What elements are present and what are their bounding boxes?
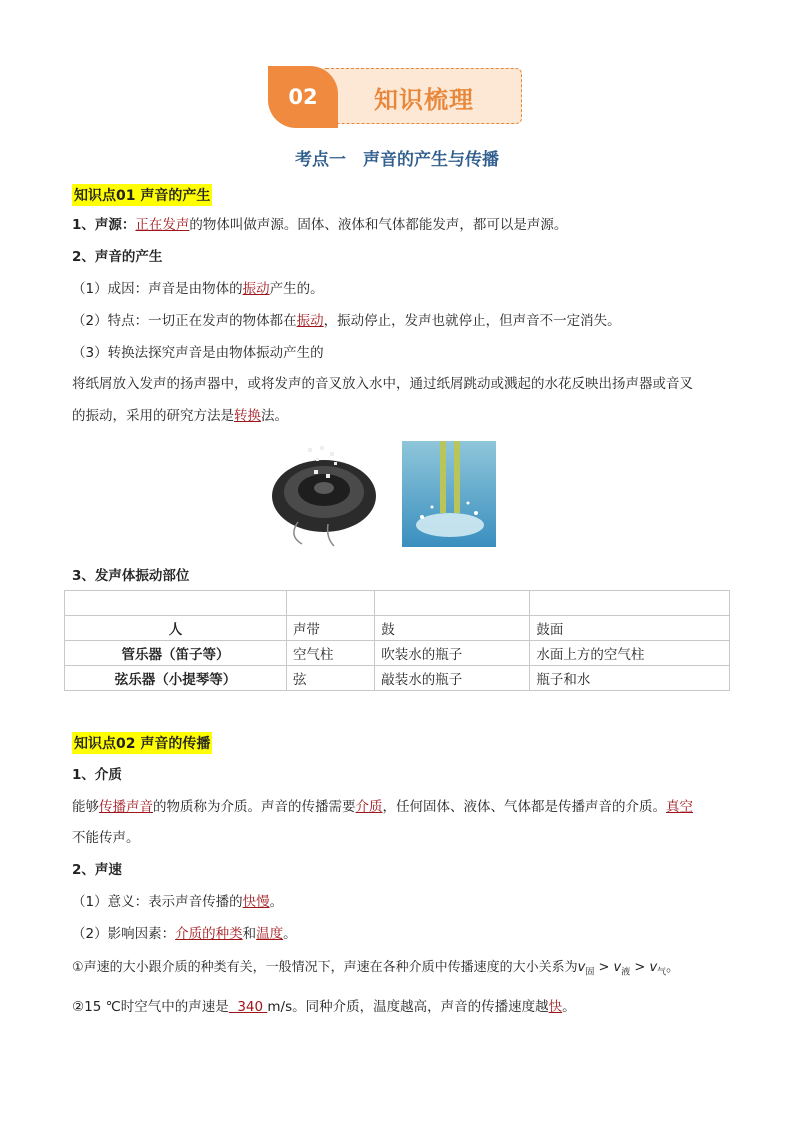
text: （1）意义：表示声音传播的 xyxy=(72,894,243,910)
table-cell: 敲装水的瓶子 xyxy=(375,666,530,691)
underlined-term: 介质 xyxy=(355,799,383,815)
underlined-term: 振动 xyxy=(242,281,270,297)
section-banner xyxy=(268,66,526,128)
underlined-term: 振动 xyxy=(296,313,324,329)
table-cell xyxy=(375,591,530,616)
label: 1、声源： xyxy=(72,217,136,233)
medium-desc-2: 不能传声。 xyxy=(72,830,140,846)
text: 的物质称为介质。声音的传播需要 xyxy=(153,799,356,815)
subscript: 液 xyxy=(621,967,631,978)
feature-line xyxy=(72,311,621,331)
topic-heading: 考点一 声音的产生与传播 xyxy=(295,150,499,170)
banner-number: 02 xyxy=(268,66,338,128)
speed-meaning xyxy=(72,892,283,912)
table-cell: 弦乐器（小提琴等） xyxy=(65,666,287,691)
underlined-term: 快慢 xyxy=(242,894,270,910)
method-line: （3）转换法探究声音是由物体振动产生的 xyxy=(72,345,324,361)
vibration-parts-title: 3、发声体振动部位 xyxy=(72,568,190,584)
table-cell: 声带 xyxy=(286,616,374,641)
method-desc-1: 将纸屑放入发声的扬声器中，或将发声的音叉放入水中，通过纸屑跳动或溅起的水花反映出扬声器或音叉 xyxy=(72,376,693,392)
speed-value xyxy=(72,997,576,1017)
table-row xyxy=(65,591,730,616)
text: 能够 xyxy=(72,799,99,815)
cause-line xyxy=(72,279,324,299)
text: 的物体叫做声源。固体、液体和气体都能发声，都可以是声源。 xyxy=(189,217,568,233)
subscript: 固 xyxy=(585,967,595,978)
text: （2）特点：一切正在发声的物体都在 xyxy=(72,313,297,329)
text: ，任何固体、液体、气体都是传播声音的介质。 xyxy=(382,799,666,815)
table-cell: 弦 xyxy=(286,666,374,691)
subscript: 气 xyxy=(657,967,667,978)
table-cell: 管乐器（笛子等） xyxy=(65,641,287,666)
text: 产生的。 xyxy=(269,281,324,297)
method-desc-2 xyxy=(72,406,288,426)
text: ②15 ℃时空气中的声速是 xyxy=(72,999,229,1015)
banner-title: 知识梳理 xyxy=(374,86,474,114)
symbol: v xyxy=(613,960,622,975)
underlined-term: 快 xyxy=(548,999,563,1015)
underlined-term: 传播声音 xyxy=(99,799,153,815)
text: 。 xyxy=(562,999,576,1015)
table-cell: 水面上方的空气柱 xyxy=(530,641,730,666)
symbol: v xyxy=(577,960,586,975)
underlined-term: 温度 xyxy=(256,926,284,942)
speed-title: 2、声速 xyxy=(72,862,122,878)
table-cell: 鼓面 xyxy=(530,616,730,641)
tuning-fork-water-image xyxy=(402,441,496,547)
table-cell xyxy=(286,591,374,616)
table-row xyxy=(65,641,730,666)
text: 的振动，采用的研究方法是 xyxy=(72,408,234,424)
table-cell: 鼓 xyxy=(375,616,530,641)
text: 法。 xyxy=(261,408,288,424)
text: ①声速的大小跟介质的种类有关，一般情况下，声速在各种介质中传播速度的大小关系为 xyxy=(72,960,578,975)
text: 和 xyxy=(242,926,257,942)
underlined-term: 介质的种类 xyxy=(175,926,243,942)
knowledge-point-1: 知识点01 声音的产生 xyxy=(72,184,212,206)
text: m/s。同种介质，温度越高，声音的传播速度越 xyxy=(267,999,549,1015)
text: （2）影响因素： xyxy=(72,926,176,942)
symbol: v xyxy=(649,960,658,975)
text: 。 xyxy=(283,926,297,942)
text: 。 xyxy=(666,960,680,975)
knowledge-point-2: 知识点02 声音的传播 xyxy=(72,732,212,754)
table-cell: 吹装水的瓶子 xyxy=(375,641,530,666)
underlined-term: 340 xyxy=(228,999,268,1015)
medium-title: 1、介质 xyxy=(72,767,122,783)
underlined-term: 转换 xyxy=(234,408,261,424)
text: > xyxy=(594,960,614,975)
table-cell xyxy=(65,591,287,616)
table-cell: 人 xyxy=(65,616,287,641)
sound-production-title: 2、声音的产生 xyxy=(72,249,163,265)
table-cell: 瓶子和水 xyxy=(530,666,730,691)
text: 。 xyxy=(269,894,284,910)
underlined-term: 真空 xyxy=(666,799,693,815)
speaker-image xyxy=(268,444,380,548)
text: > xyxy=(630,960,650,975)
table-row xyxy=(65,666,730,691)
table-cell xyxy=(530,591,730,616)
speed-relation xyxy=(72,958,679,983)
underlined-term: 正在发声 xyxy=(135,217,190,233)
table-row xyxy=(65,616,730,641)
table-cell: 空气柱 xyxy=(286,641,374,666)
vibration-parts-table xyxy=(64,590,730,691)
medium-desc xyxy=(72,797,693,817)
text: （1）成因：声音是由物体的 xyxy=(72,281,243,297)
text: ，振动停止，发声也就停止，但声音不一定消失。 xyxy=(323,313,621,329)
speed-factors xyxy=(72,924,297,944)
sound-source-line xyxy=(72,215,567,235)
